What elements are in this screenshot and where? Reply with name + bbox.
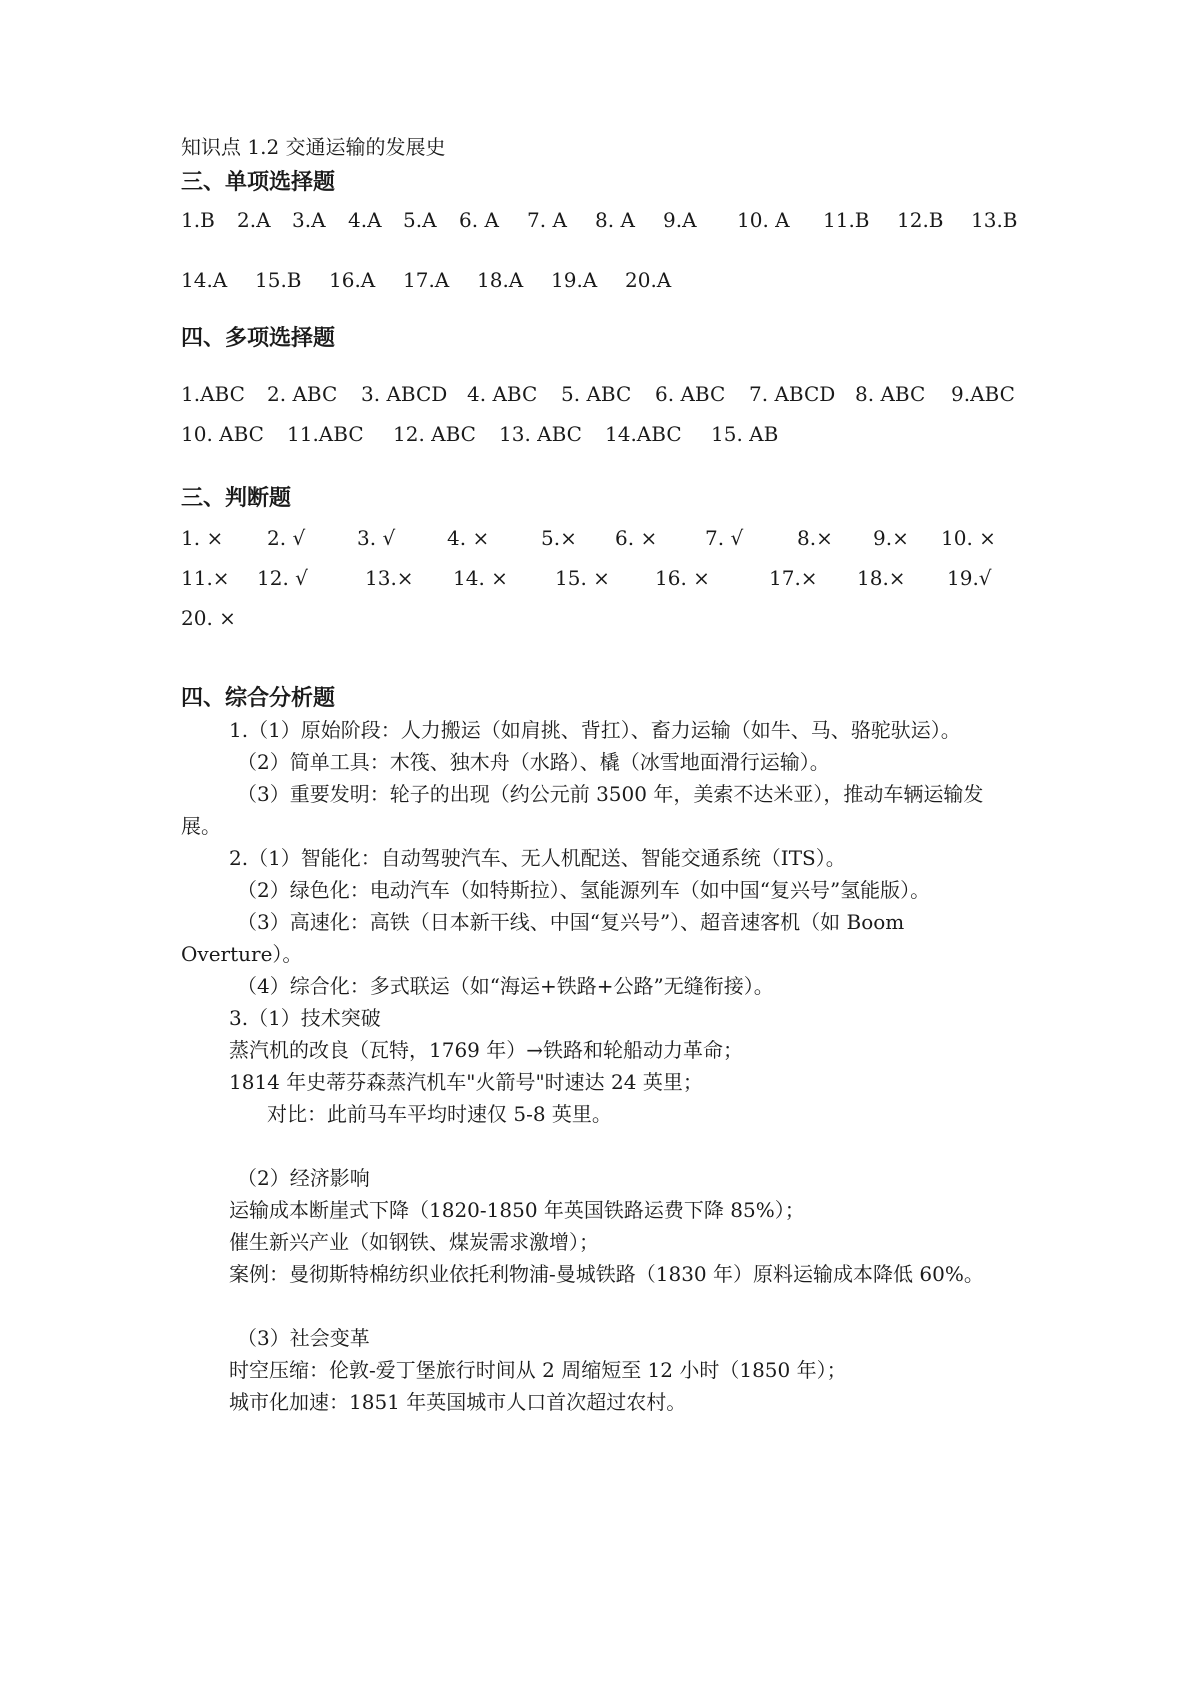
answer-item: 2. ABC: [267, 382, 338, 406]
multi-choice-row-2: [181, 422, 1021, 456]
q3-part3-line2: 城市化加速：1851 年英国城市人口首次超过农村。: [229, 1390, 687, 1414]
q1-part3: （3）重要发明：轮子的出现（约公元前 3500 年，美索不达米亚），推动车辆运输发展。: [181, 782, 984, 838]
q1-part2: （2）简单工具：木筏、独木舟（水路）、橇（冰雪地面滑行运输）。: [237, 750, 830, 774]
q3-part1-line2: 1814 年史蒂芬森蒸汽机车"火箭号"时速达 24 英里；: [229, 1070, 703, 1094]
answer-item: 11.B: [823, 208, 870, 232]
answer-item: 15. AB: [711, 422, 779, 446]
answer-item: 5.×: [541, 526, 577, 550]
single-choice-row-1: [181, 208, 1021, 242]
analysis-body: [181, 714, 1016, 1418]
judgement-heading: 三、判断题: [181, 485, 292, 511]
analysis-heading: 四、综合分析题: [181, 685, 336, 711]
answer-item: 4.A: [348, 208, 382, 232]
answer-item: 10. A: [737, 208, 790, 232]
answer-item: 5. ABC: [561, 382, 632, 406]
answer-item: 11.×: [181, 566, 230, 590]
q3-part1-line3: 对比：此前马车平均时速仅 5-8 英里。: [267, 1102, 612, 1126]
answer-item: 3. ABCD: [361, 382, 448, 406]
answer-item: 10. ×: [941, 526, 996, 550]
topic-title: 知识点 1.2 交通运输的发展史: [181, 135, 446, 159]
answer-item: 14. ×: [453, 566, 508, 590]
answer-item: 13.B: [971, 208, 1018, 232]
answer-item: 13. ABC: [499, 422, 582, 446]
answer-item: 8.×: [797, 526, 833, 550]
q3-part2-line1: 运输成本断崖式下降（1820-1850 年英国铁路运费下降 85%）；: [229, 1198, 805, 1222]
answer-item: 2. √: [267, 526, 306, 550]
answer-item: 3. √: [357, 526, 396, 550]
answer-item: 3.A: [292, 208, 326, 232]
answer-item: 12. √: [257, 566, 308, 590]
answer-item: 6. ×: [615, 526, 658, 550]
spacer: [181, 1290, 1016, 1322]
q3-part3-title: （3）社会变革: [237, 1326, 370, 1350]
answer-item: 1.ABC: [181, 382, 245, 406]
answer-item: 20. ×: [181, 606, 236, 630]
multi-choice-heading: 四、多项选择题: [181, 325, 336, 351]
answer-item: 16. ×: [655, 566, 710, 590]
answer-item: 12. ABC: [393, 422, 476, 446]
answer-item: 7. √: [705, 526, 744, 550]
answer-item: 6. ABC: [655, 382, 726, 406]
single-choice-heading: 三、单项选择题: [181, 169, 336, 195]
q3-part2-line2: 催生新兴产业（如钢铁、煤炭需求激增）；: [229, 1230, 599, 1254]
answer-item: 19.A: [551, 268, 598, 292]
answer-item: 19.√: [947, 566, 992, 590]
answer-item: 15.B: [255, 268, 302, 292]
answer-item: 9.A: [663, 208, 697, 232]
answer-item: 5.A: [403, 208, 437, 232]
q3-part3-line1: 时空压缩：伦敦-爱丁堡旅行时间从 2 周缩短至 12 小时（1850 年）；: [229, 1358, 847, 1382]
answer-item: 12.B: [897, 208, 944, 232]
q3-part1-title: 3.（1）技术突破: [229, 1006, 381, 1030]
judgement-row-3: [181, 606, 1021, 640]
answer-item: 17.×: [769, 566, 818, 590]
answer-item: 16.A: [329, 268, 376, 292]
answer-item: 18.A: [477, 268, 524, 292]
q1-part1: 1.（1）原始阶段：人力搬运（如肩挑、背扛）、畜力运输（如牛、马、骆驼驮运）。: [229, 718, 961, 742]
answer-item: 9.ABC: [951, 382, 1015, 406]
answer-item: 1. ×: [181, 526, 224, 550]
answer-item: 1.B: [181, 208, 215, 232]
answer-item: 13.×: [365, 566, 414, 590]
answer-item: 14.ABC: [605, 422, 682, 446]
answer-item: 7. ABCD: [749, 382, 836, 406]
q2-part4: （4）综合化：多式联运（如“海运+铁路+公路”无缝衔接）。: [237, 974, 774, 998]
answer-item: 8. ABC: [855, 382, 926, 406]
answer-item: 6. A: [459, 208, 499, 232]
q3-part2-line3: 案例：曼彻斯特棉纺织业依托利物浦-曼城铁路（1830 年）原料运输成本降低 60%。: [229, 1262, 984, 1286]
answer-item: 10. ABC: [181, 422, 264, 446]
judgement-row-2: [181, 566, 1021, 600]
q3-part1-line1: 蒸汽机的改良（瓦特，1769 年）→铁路和轮船动力革命；: [229, 1038, 744, 1062]
answer-item: 8. A: [595, 208, 635, 232]
answer-item: 11.ABC: [287, 422, 364, 446]
answer-item: 2.A: [237, 208, 271, 232]
answer-item: 14.A: [181, 268, 228, 292]
q3-part2-title: （2）经济影响: [237, 1166, 370, 1190]
answer-item: 18.×: [857, 566, 906, 590]
spacer: [181, 1130, 1016, 1162]
answer-item: 15. ×: [555, 566, 610, 590]
q2-part3: （3）高速化：高铁（日本新干线、中国“复兴号”）、超音速客机（如 Boom Overture）。: [181, 910, 905, 966]
answer-item: 20.A: [625, 268, 672, 292]
answer-item: 7. A: [527, 208, 567, 232]
multi-choice-row-1: [181, 382, 1021, 416]
answer-item: 4. ×: [447, 526, 490, 550]
single-choice-row-2: [181, 268, 1021, 302]
judgement-row-1: [181, 526, 1021, 560]
q2-part1: 2.（1）智能化：自动驾驶汽车、无人机配送、智能交通系统（ITS）。: [229, 846, 846, 870]
q2-part2: （2）绿色化：电动汽车（如特斯拉）、氢能源列车（如中国“复兴号”氢能版）。: [237, 878, 931, 902]
answer-item: 17.A: [403, 268, 450, 292]
answer-item: 4. ABC: [467, 382, 538, 406]
answer-item: 9.×: [873, 526, 909, 550]
